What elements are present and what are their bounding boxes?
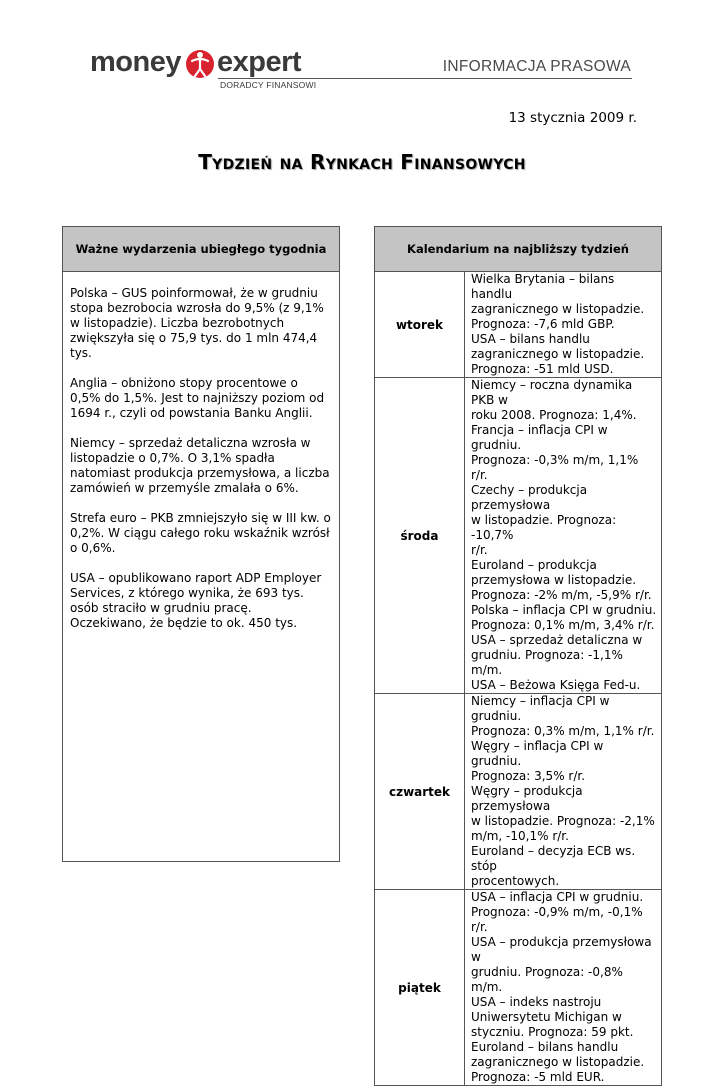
calendar-row-thursday [375,694,662,890]
event-line: grudniu. Prognoza: -0,8% m/m. [471,965,623,994]
event-line: Prognoza: -0,9% m/m, -0,1% r/r. [471,905,643,934]
event-line: USA – Beżowa Księga Fed-u. [471,678,641,692]
document-title: Tydzień na Rynkach Finansowych [198,150,526,174]
event-line: zagranicznego w listopadzie. [471,347,645,361]
event-line: Prognoza: 0,1% m/m, 3,4% r/r. [471,618,655,632]
event-line: Prognoza: -2% m/m, -5,9% r/r. [471,588,652,602]
logo-subtitle: DORADCY FINANSOWI [220,80,317,90]
event-line: r/r. [471,543,488,557]
event-line: Prognoza: -51 mld USD. [471,362,614,376]
day-label: wtorek [375,272,465,378]
day-label: piątek [375,890,465,1086]
event-line: USA – bilans handlu [471,332,590,346]
event-line: roku 2008. Prognoza: 1,4%. [471,408,637,422]
event-line: Prognoza: 0,3% m/m, 1,1% r/r. [471,724,655,738]
event-line: styczniu. Prognoza: 59 pkt. [471,1025,634,1039]
event-line: zagranicznego w listopadzie. [471,1055,645,1069]
event-paragraph: Anglia – obniżono stopy procentowe o 0,5% do 1,5%. Jest to najniższy poziom od 1694 r., czyli od powstania Banku Anglii. [70,376,325,420]
day-events [465,272,662,378]
event-line: USA – inflacja CPI w grudniu. [471,890,644,904]
event-line: zagranicznego w listopadzie. [471,302,645,316]
logo-word-expert: expert [217,46,302,78]
day-label: czwartek [375,694,465,890]
event-line: Uniwersytetu Michigan w [471,1010,622,1024]
event-line: Węgry – produkcja przemysłowa [471,784,583,813]
event-line: Euroland – produkcja [471,558,597,572]
event-line: Prognoza: -0,3% m/m, 1,1% r/r. [471,453,639,482]
event-line: w listopadzie. Prognoza: -10,7% [471,513,617,542]
day-events [465,378,662,694]
event-paragraph: Strefa euro – PKB zmniejszyło się w III kw. o 0,2%. W ciągu całego roku wskaźnik wzrósł o 0,6%. [70,511,331,555]
event-line: Polska – inflacja CPI w grudniu. [471,603,657,617]
logo-figure-icon [183,44,217,84]
event-line: Francja – inflacja CPI w grudniu. [471,423,608,452]
calendar-row-wednesday [375,378,662,694]
calendar-row-friday [375,890,662,1086]
event-line: procentowych. [471,874,560,888]
event-line: Czechy – produkcja przemysłowa [471,483,588,512]
event-line: Węgry – inflacja CPI w grudniu. [471,739,604,768]
event-line: Euroland – decyzja ECB ws. stóp [471,844,636,873]
event-line: m/m, -10,1% r/r. [471,829,569,843]
calendar-heading: Kalendarium na najbliższy tydzień [375,227,662,272]
event-paragraph: USA – opublikowano raport ADP Employer Services, z którego wynika, że 693 tys. osób straciło w grudniu pracę. Oczekiwano, że będzie to ok. 450 tys. [70,571,322,630]
event-paragraph: Polska – GUS poinformował, że w grudniu stopa bezrobocia wzrosła do 9,5% (z 9,1% w listopadzie). Liczba bezrobotnych zwiększyła się o 75,9 tys. do 1 mln 474,4 tys. [70,286,324,360]
event-paragraph: Niemcy – sprzedaż detaliczna wzrosła w listopadzie o 0,7%. O 3,1% spadła natomiast produkcja przemysłowa, a liczba zamówień w przemyśle zmalała o 6%. [70,436,330,495]
event-line: Prognoza: -5 mld EUR. [471,1070,605,1084]
day-events [465,890,662,1086]
event-line: Euroland – bilans handlu [471,1040,619,1054]
event-line: grudniu. Prognoza: -1,1% m/m. [471,648,623,677]
money-expert-logo [90,46,330,96]
day-label: środa [375,378,465,694]
past-events-body [63,272,339,631]
calendar-table [374,226,662,1086]
past-events-box [62,226,340,862]
event-line: w listopadzie. Prognoza: -2,1% [471,814,655,828]
event-line: Prognoza: 3,5% r/r. [471,769,586,783]
day-events [465,694,662,890]
document-date: 13 stycznia 2009 r. [508,110,637,126]
calendar-row-tuesday [375,272,662,378]
header-divider [218,78,632,79]
past-events-heading: Ważne wydarzenia ubiegłego tygodnia [63,227,339,272]
event-line: Wielka Brytania – bilans handlu [471,272,615,301]
press-release-label: INFORMACJA PRASOWA [442,58,631,75]
event-line: USA – produkcja przemysłowa w [471,935,652,964]
event-line: przemysłowa w listopadzie. [471,573,637,587]
event-line: Niemcy – roczna dynamika PKB w [471,378,633,407]
event-line: USA – sprzedaż detaliczna w [471,633,643,647]
event-line: Niemcy – inflacja CPI w grudniu. [471,694,610,723]
event-line: Prognoza: -7,6 mld GBP. [471,317,615,331]
event-line: USA – indeks nastroju [471,995,602,1009]
logo-word-money: money [90,46,181,78]
